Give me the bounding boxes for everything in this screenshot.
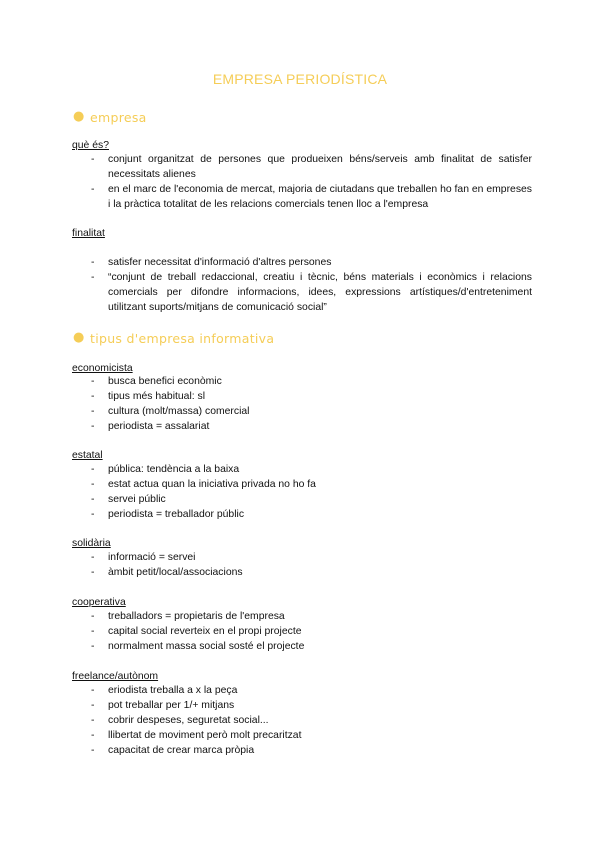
section-title-cooperativa: cooperativa [72,597,126,608]
list-item: - cultura (molt/massa) comercial [91,405,250,417]
list-item: - pública: tendència a la baixa [91,464,240,475]
list-estatal [72,463,532,523]
section-title-finalitat: finalitat [72,228,105,239]
list-item: - informació = servei [91,552,196,563]
list-cooperativa [72,610,532,655]
list-item: - conjunt organitzat de persones que produeixen béns/serveis amb finalitat de satisfer necessitats alienes [91,154,532,180]
list-item: - capital social reverteix en el propi projecte [91,625,302,637]
page-title: EMPRESA PERIODÍSTICA [212,71,388,87]
heading-text: tipus d'empresa informativa [90,331,275,346]
list-item: - pot treballar per 1/+ mitjans [91,699,235,711]
list-item: - satisfer necessitat d'informació d'altres persones [91,257,332,268]
list-item: - àmbit petit/local/associacions [91,566,243,578]
list-item: - llibertat de moviment però molt precaritzat [91,729,302,741]
list-item: - “conjunt de treball redaccional, creatiu i tècnic, béns materials i econòmics i relacions comercials per difondre informacions, idees, expressions artístiques/d'entreteniment utilitzant suports/mitjans de comunicació social” [91,271,532,313]
heading-tipus [73,330,275,346]
list-economicista [72,375,532,435]
list-item: - busca benefici econòmic [91,376,222,387]
list-item: - cobrir despeses, seguretat social... [91,714,269,726]
heading-text: empresa [90,110,147,125]
heading-empresa [73,109,147,125]
list-solidaria [72,551,532,581]
section-title-freelance: freelance/autònom [72,671,159,682]
list-item: - periodista = assalariat [91,420,210,432]
bullet-dot-icon: ● [73,330,85,345]
list-item: - en el marc de l'economia de mercat, majoria de ciutadans que treballen ho fan en empreses i la pràctica totalitat de les relacions comercials tenen lloc a l'empresa [91,183,532,210]
list-item: - capacitat de crear marca pròpia [91,744,255,756]
list-item: - tipus més habitual: sl [91,390,206,402]
list-freelance [72,684,532,759]
bullet-dot-icon: ● [73,109,85,124]
list-finalitat [72,256,532,316]
list-item: - treballadors = propietaris de l'empresa [91,611,285,622]
list-que-es [72,153,532,213]
list-item: - periodista = treballador públic [91,508,245,520]
section-title-que-es: què és? [72,140,109,151]
section-title-solidaria: solidària [72,538,111,549]
list-item: - normalment massa social sosté el projecte [91,640,305,652]
list-item: - estat actua quan la iniciativa privada no ho fa [91,478,316,490]
section-title-economicista: economicista [72,363,133,374]
list-item: - servei públic [91,493,166,505]
section-title-estatal: estatal [72,450,103,461]
list-item: - eriodista treballa a x la peça [91,685,238,696]
